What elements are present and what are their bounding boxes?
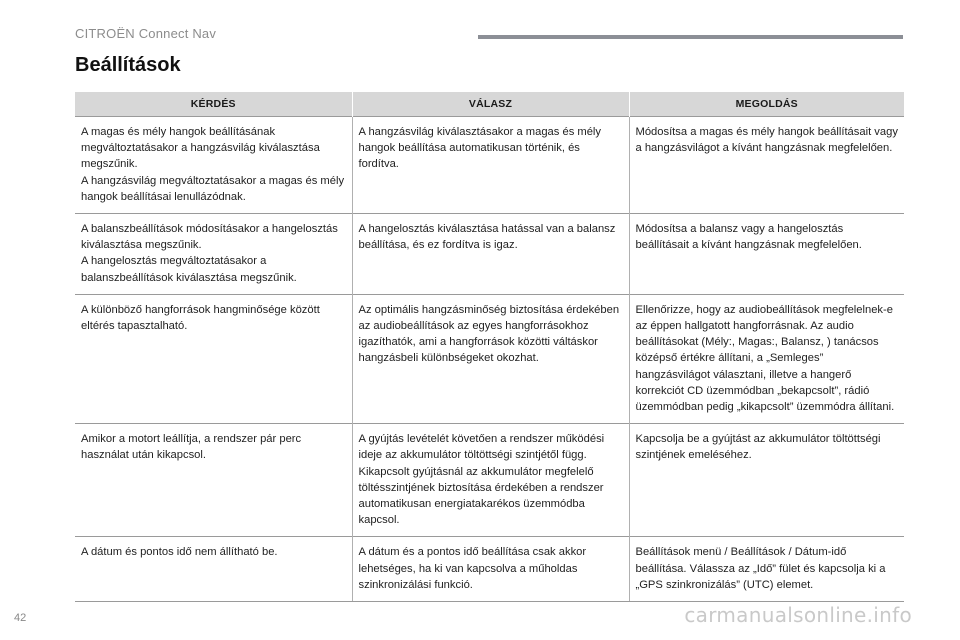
column-header-answer: VÁLASZ <box>352 92 629 117</box>
solution-cell: Módosítsa a balansz vagy a hangelosztás beállításait a kívánt hangzásnak megfelelően. <box>629 214 904 295</box>
header-rule <box>478 35 903 39</box>
table-row <box>75 214 904 295</box>
solution-cell: Kapcsolja be a gyújtást az akkumulátor töltöttségi szintjének emeléséhez. <box>629 424 904 537</box>
table-row <box>75 537 904 602</box>
table-row <box>75 117 904 214</box>
question-cell: A balanszbeállítások módosításakor a hangelosztás kiválasztása megszűnik. A hangelosztás megváltoztatásakor a balanszbeállítások kiválasztása megszűnik. <box>75 214 352 295</box>
answer-cell: A gyújtás levételét követően a rendszer működési ideje az akkumulátor töltöttségi szintjétől függ. Kikapcsolt gyújtásnál az akkumulátor megfelelő töltésszintjének biztosítása érdekében a rendszer automatikusan energiatakarékos üzemmódba kapcsol. <box>352 424 629 537</box>
answer-cell: A hangelosztás kiválasztása hatással van a balansz beállítása, és ez fordítva is igaz. <box>352 214 629 295</box>
page-number: 42 <box>14 612 27 624</box>
question-cell: Amikor a motort leállítja, a rendszer pár perc használat után kikapcsol. <box>75 424 352 537</box>
column-header-solution: MEGOLDÁS <box>629 92 904 117</box>
table-body <box>75 117 904 602</box>
solution-cell: Módosítsa a magas és mély hangok beállításait vagy a hangzásvilágot a kívánt hangzásnak megfelelően. <box>629 117 904 214</box>
watermark: carmanualsonline.info <box>684 603 912 627</box>
table-header-row <box>75 92 904 117</box>
answer-cell: A dátum és a pontos idő beállítása csak akkor lehetséges, ha ki van kapcsolva a műholdas szinkronizálási funkció. <box>352 537 629 602</box>
faq-table <box>75 92 904 602</box>
solution-cell: Ellenőrizze, hogy az audiobeállítások megfelelnek-e az éppen hallgatott hangforrásnak. Az audio beállításokat (Mély:, Magas:, Balansz, ) tanácsos középső értékre állítani, a „Semleges” hangzásvilágot választani, illetve a hangerő korrekciót CD üzemmódban „bekapcsolt”, rádió üzemmódban pedig „kikapcsolt” üzemmódra állítani. <box>629 294 904 423</box>
table-row <box>75 294 904 423</box>
question-cell: A különböző hangforrások hangminősége között eltérés tapasztalható. <box>75 294 352 423</box>
question-cell: A dátum és pontos idő nem állítható be. <box>75 537 352 602</box>
answer-cell: A hangzásvilág kiválasztásakor a magas és mély hangok beállítása automatikusan történik, és fordítva. <box>352 117 629 214</box>
question-cell: A magas és mély hangok beállításának megváltoztatásakor a hangzásvilág kiválasztása megszűnik. A hangzásvilág megváltoztatásakor a magas és mély hangok beállításai lenullázódnak. <box>75 117 352 214</box>
column-header-question: KÉRDÉS <box>75 92 352 117</box>
answer-cell: Az optimális hangzásminőség biztosítása érdekében az audiobeállítások az egyes hangforrásokhoz igazíthatók, ami a hangforrások közötti váltáskor hangzásbeli különbségeket okozhat. <box>352 294 629 423</box>
running-header: CITROËN Connect Nav <box>75 26 217 41</box>
solution-cell: Beállítások menü / Beállítások / Dátum-idő beállítása. Válassza az „Idő” fület és kapcsolja ki a „GPS szinkronizálás” (UTC) elemet. <box>629 537 904 602</box>
table-row <box>75 424 904 537</box>
page-title: Beállítások <box>75 54 181 76</box>
